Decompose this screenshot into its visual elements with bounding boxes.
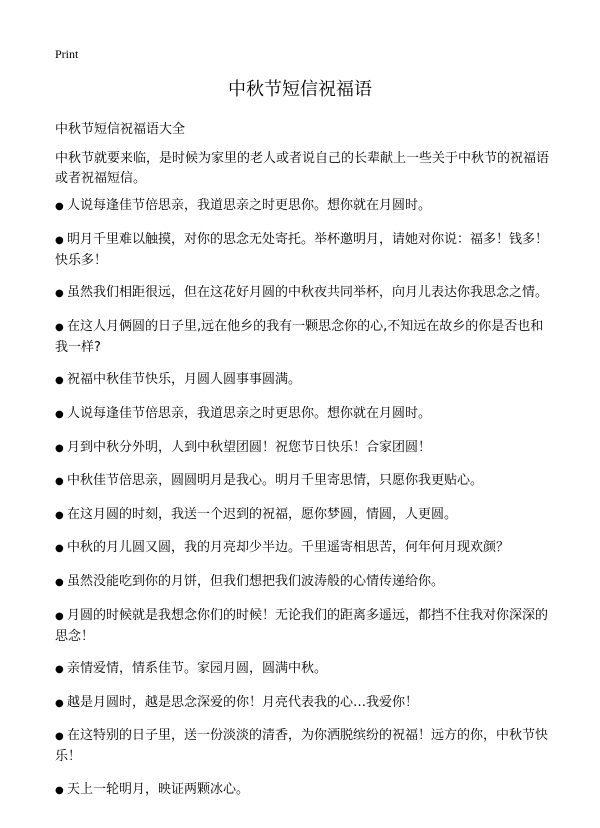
- bullet-icon: ●: [55, 476, 64, 488]
- bullet-icon: ●: [55, 731, 64, 743]
- list-item: [55, 693, 555, 714]
- bullet-icon: ●: [55, 442, 64, 454]
- list-item: [55, 538, 555, 559]
- list-item-text: 月到中秋分外明，人到中秋望团圆！祝您节日快乐！合家团圆！: [67, 439, 432, 455]
- list-item: [55, 317, 555, 358]
- list-item-text: 在这特别的日子里，送一份淡淡的清香，为你洒脱缤纷的祝福！远方的你，中秋节快乐！: [55, 728, 549, 765]
- bullet-icon: ●: [55, 408, 64, 420]
- page-title: 中秋节短信祝福语: [228, 79, 372, 100]
- list-item: [55, 404, 555, 425]
- list-item-text: 在这人月俩圆的日子里,远在他乡的我有一颗思念你的心,不知远在故乡的你是否也和我一样?: [55, 318, 544, 355]
- bullet-icon: ●: [55, 375, 64, 387]
- bullet-icon: ●: [55, 543, 64, 555]
- list-item: [55, 230, 555, 271]
- bullet-icon: ●: [55, 321, 64, 333]
- subtitle: 中秋节短信祝福语大全: [55, 122, 186, 137]
- bullet-icon: ●: [55, 784, 64, 796]
- list-item: [55, 606, 555, 647]
- list-item: [55, 572, 555, 593]
- list-item-text: 中秋的月儿圆又圆，我的月亮却少半边。千里遥寄相思苦，何年何月现欢颜？: [67, 540, 510, 556]
- list-item: [55, 726, 555, 767]
- bullet-icon: ●: [55, 288, 64, 300]
- bullet-icon: ●: [55, 664, 64, 676]
- list-item-text: 天上一轮明月，映证两颗冰心。: [67, 781, 250, 797]
- list-item-text: 虽然没能吃到你的月饼，但我们想把我们波涛般的心情传递给你。: [67, 573, 445, 589]
- list-item-text: 明月千里难以触摸，对你的思念无处寄托。举杯邀明月，请她对你说：福多！钱多！快乐多！: [55, 231, 549, 268]
- list-item: [55, 438, 555, 459]
- bullet-icon: ●: [55, 576, 64, 588]
- list-item-text: 在这月圆的时刻，我送一个迟到的祝福，愿你梦圆，情圆，人更圆。: [67, 506, 458, 522]
- list-item-text: 人说每逢佳节倍思亲，我道思亲之时更思你。想你就在月圆时。: [67, 405, 432, 421]
- list-item: [55, 370, 555, 391]
- list-item-text: 中秋佳节倍思亲，圆圆明月是我心。明月千里寄思情，只愿你我更贴心。: [67, 473, 484, 489]
- list-item: [55, 283, 555, 304]
- list-item: [55, 659, 555, 680]
- bullet-icon: ●: [55, 201, 64, 212]
- list-item-text: 月圆的时候就是我想念你们的时候！无论我们的距离多遥远，都挡不住我对你深深的思念！: [55, 607, 549, 644]
- list-item-text: 虽然我们相距很远，但在这花好月圆的中秋夜共同举杯，向月儿表达你我思念之情。: [67, 285, 549, 301]
- print-link[interactable]: Print: [55, 47, 79, 61]
- intro-paragraph: 中秋节就要来临，是时候为家里的老人或者说自己的长辈献上一些关于中秋节的祝福语或者祝福短信。: [55, 151, 550, 186]
- list-item: [55, 780, 555, 801]
- list-item-text: 亲情爱情，情系佳节。家园月圆，圆满中秋。: [67, 661, 328, 677]
- list-item: [55, 471, 555, 492]
- list-item-text: 越是月圆时，越是思念深爱的你！月亮代表我的心…我爱你！: [67, 694, 419, 710]
- bullet-icon: ●: [55, 234, 64, 246]
- bullet-icon: ●: [55, 509, 64, 521]
- list-item: [55, 505, 555, 526]
- list-item: [55, 196, 555, 217]
- greeting-list: [55, 196, 555, 814]
- bullet-icon: ●: [55, 610, 64, 622]
- list-item-text: 人说每逢佳节倍思亲，我道思亲之时更思你。想你就在月圆时。: [67, 198, 432, 213]
- bullet-icon: ●: [55, 697, 64, 709]
- list-item-text: 祝福中秋佳节快乐，月圆人圆事事圆满。: [67, 372, 302, 388]
